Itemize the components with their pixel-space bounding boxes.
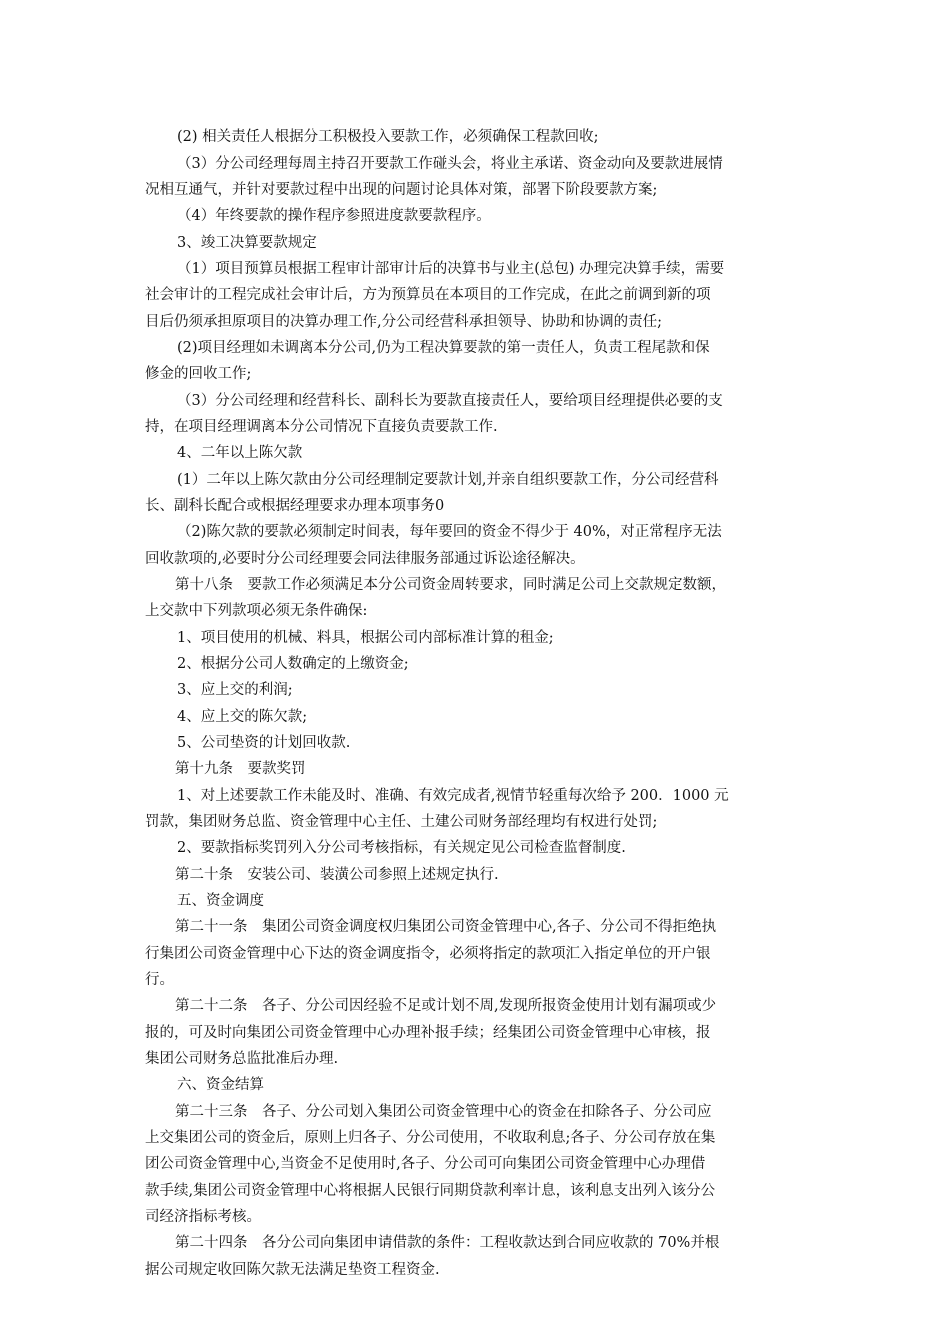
text-line: 况相互通气，并针对要款过程中出现的问题讨论具体对策，部署下阶段要款方案; <box>145 182 658 198</box>
text-line: 长、副科长配合或根据经理要求办理本项事务0 <box>145 498 445 514</box>
text-line: 第十八条 要款工作必须满足本分公司资金周转要求，同时满足公司上交款规定数额， <box>175 577 726 593</box>
text-line: 第二十一条 集团公司资金调度权归集团公司资金管理中心,各子、分公司不得拒绝执 <box>175 919 717 935</box>
text-line: (2) 相关责任人根据分工积极投入要款工作，必须确保工程款回收; <box>177 129 599 145</box>
text-line: 修金的回收工作; <box>145 366 252 382</box>
text-line: 罚款，集团财务总监、资金管理中心主任、土建公司财务部经理均有权进行处罚; <box>145 814 658 830</box>
text-line: 目后仍须承担原项目的决算办理工作,分公司经营科承担领导、协助和协调的责任; <box>145 314 662 330</box>
text-line: 行集团公司资金管理中心下达的资金调度指令，必须将指定的款项汇入指定单位的开户银 <box>145 946 711 962</box>
text-line: 2、要款指标奖罚列入分公司考核指标，有关规定见公司检查监督制度. <box>177 840 626 856</box>
text-line: （2)陈欠款的要款必须制定时间表，每年要回的资金不得少于 40%，对正常程序无法 <box>177 524 722 540</box>
text-line: 五、资金调度 <box>177 893 264 909</box>
text-line: 六、资金结算 <box>177 1077 264 1093</box>
text-line: 第十九条 要款奖罚 <box>175 761 306 777</box>
text-line: 1、项目使用的机械、料具，根据公司内部标准计算的租金; <box>177 630 554 646</box>
text-line: 4、二年以上陈欠款 <box>177 445 303 461</box>
text-line: (2)项目经理如未调离本分公司,仍为工程决算要款的第一责任人，负责工程尾款和保 <box>177 340 710 356</box>
text-line: 行。 <box>145 972 174 988</box>
text-line: 5、公司垫资的计划回收款. <box>177 735 351 751</box>
text-line: 上交集团公司的资金后，原则上归各子、分公司使用，不收取利息;各子、分公司存放在集 <box>145 1130 716 1146</box>
text-line: 第二十条 安装公司、装潢公司参照上述规定执行. <box>175 867 499 883</box>
text-line: 2、根据分公司人数确定的上缴资金; <box>177 656 409 672</box>
text-line: 1、对上述要款工作未能及时、准确、有效完成者,视情节轻重每次给予 200．1000 元 <box>177 788 729 804</box>
text-line: 团公司资金管理中心,当资金不足使用时,各子、分公司可向集团公司资金管理中心办理借 <box>145 1156 706 1172</box>
text-line: 第二十三条 各子、分公司划入集团公司资金管理中心的资金在扣除各子、分公司应 <box>175 1104 712 1120</box>
text-line: 据公司规定收回陈欠款无法满足垫资工程资金. <box>145 1262 440 1278</box>
text-line: 款手续,集团公司资金管理中心将根据人民银行同期贷款利率计息，该利息支出列入该分公 <box>145 1183 716 1199</box>
text-line: 报的，可及时向集团公司资金管理中心办理补报手续；经集团公司资金管理中心审核，报 <box>145 1025 711 1041</box>
text-line: 3、竣工决算要款规定 <box>177 235 317 251</box>
text-line: 司经济指标考核。 <box>145 1209 261 1225</box>
text-line: 集团公司财务总监批准后办理. <box>145 1051 339 1067</box>
text-line: （3）分公司经理和经营科长、副科长为要款直接责任人，要给项目经理提供必要的支 <box>177 393 723 409</box>
text-line: （3）分公司经理每周主持召开要款工作碰头会，将业主承诺、资金动向及要款进展情 <box>177 156 723 172</box>
text-line: 持，在项目经理调离本分公司情况下直接负责要款工作. <box>145 419 498 435</box>
text-line: （4）年终要款的操作程序参照进度款要款程序。 <box>177 208 491 224</box>
text-line: 第二十四条 各分公司向集团申请借款的条件：工程收款达到合同应收款的 70%并根 <box>175 1235 720 1251</box>
text-line: （1）项目预算员根据工程审计部审计后的决算书与业主(总包) 办理完决算手续，需要 <box>177 261 725 277</box>
text-line: 第二十二条 各子、分公司因经验不足或计划不周,发现所报资金使用计划有漏项或少 <box>175 998 717 1014</box>
text-line: 上交款中下列款项必须无条件确保: <box>145 603 368 619</box>
text-line: 3、应上交的利润; <box>177 682 293 698</box>
text-line: (1）二年以上陈欠款由分公司经理制定要款计划,并亲自组织要款工作，分公司经营科 <box>177 472 719 488</box>
text-line: 回收款项的,必要时分公司经理要会同法律服务部通过诉讼途径解决。 <box>145 551 585 567</box>
text-line: 社会审计的工程完成社会审计后，方为预算员在本项目的工作完成，在此之前调到新的项 <box>145 287 711 303</box>
text-line: 4、应上交的陈欠款; <box>177 709 308 725</box>
